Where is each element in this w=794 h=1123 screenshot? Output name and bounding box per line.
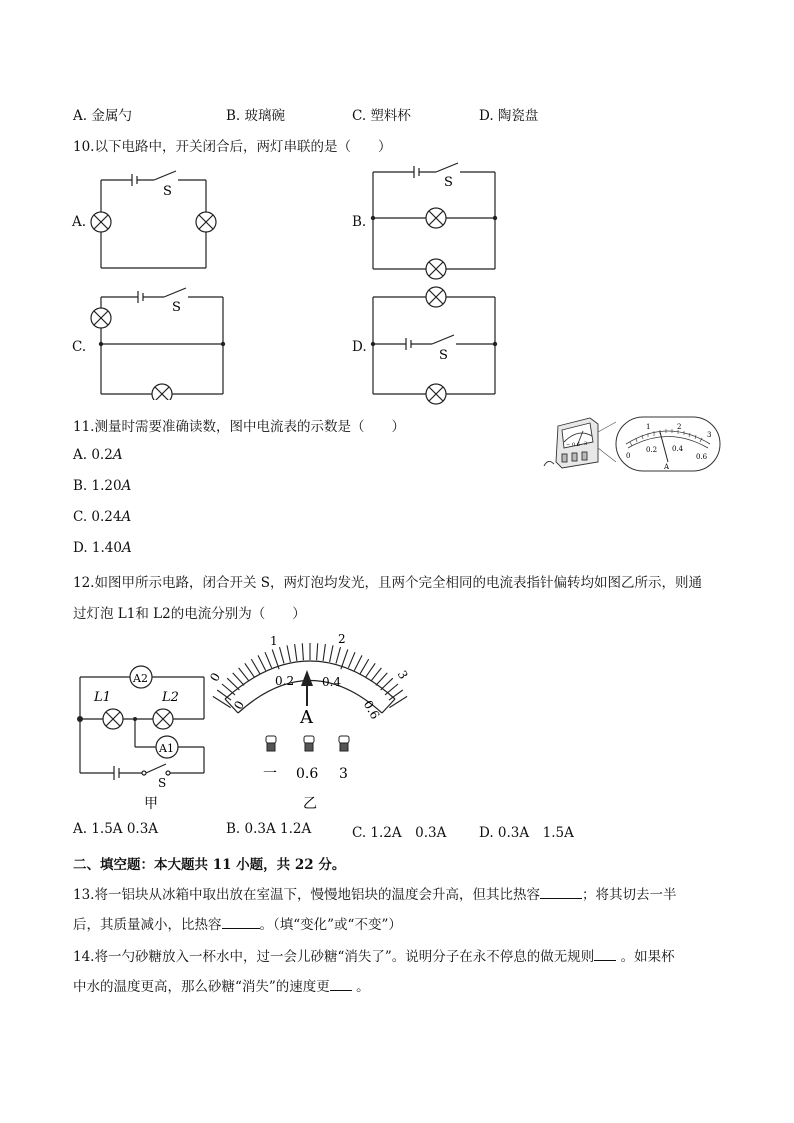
q9-option-c: C. 塑料杯 xyxy=(352,108,411,124)
dial-tick xyxy=(222,684,235,695)
dial-tick xyxy=(323,644,325,661)
q13-blank-1[interactable] xyxy=(540,886,582,899)
q10-label-c: C. xyxy=(72,339,87,355)
q12-option-b: B. 0.3A 1.2A xyxy=(226,821,312,837)
q13-line2: 后，其质量减小，比热容 。（填“变化”或“不变”） xyxy=(73,917,402,933)
q12-top-tick-0: 0 xyxy=(207,670,224,684)
q12-bottom-tick-02: 0.2 xyxy=(275,674,295,688)
q12-caption-yi: 乙 xyxy=(303,796,317,812)
q12-option-a: A. 1.5A 0.3A xyxy=(73,821,159,837)
dial-tick xyxy=(336,647,341,663)
q12-a2-label: A2 xyxy=(133,672,148,685)
q14-line1: 14.将一勺砂糖放入一杯水中，过一会儿砂糖“消失了”。说明分子在永不停息的做无规则 。如果杯 xyxy=(73,949,675,965)
q11-small-terminal-neg: − xyxy=(566,442,571,448)
q10-label-d: D. xyxy=(352,339,367,355)
circuit-b-switch-label: S xyxy=(444,175,453,190)
q11-option-b: B. 1.20A xyxy=(73,478,132,494)
circuit-c-switch-label: S xyxy=(172,300,181,315)
q9-option-d: D. 陶瓷盘 xyxy=(479,108,539,124)
q11-meter-bottom-04: 0.4 xyxy=(672,445,684,453)
q12-bottom-tick-04: 0.4 xyxy=(322,675,342,689)
dial-tick xyxy=(251,659,260,674)
q11-option-d: D. 1.40A xyxy=(73,540,132,556)
dial-tick xyxy=(354,655,362,670)
q12-option-d: D. 0.3A 1.5A xyxy=(479,825,574,841)
dial-tick xyxy=(265,652,272,668)
q11-option-a: A. 0.2A xyxy=(73,447,123,463)
dial-tick xyxy=(287,645,290,662)
q11-small-terminal-06: 0.6 xyxy=(572,442,580,448)
dial-tick xyxy=(371,668,382,681)
q10-stem: 10.以下电路中，开关闭合后，两灯串联的是（ ） xyxy=(73,139,392,155)
q13-line1: 13.将一铝块从冰箱中取出放在室温下，慢慢地铝块的温度会升高，但其比热容 ；将其切去一半 xyxy=(73,887,677,903)
dial-tick xyxy=(295,644,297,661)
q12-l1-label: L1 xyxy=(94,690,111,705)
q11-meter-top-3: 3 xyxy=(707,431,712,439)
dial-tick xyxy=(348,652,355,668)
dial-tick xyxy=(385,684,398,695)
q14-blank-1[interactable] xyxy=(594,948,616,961)
q12-terminal-3: 3 xyxy=(339,766,348,782)
q11-meter-bottom-06: 0.6 xyxy=(696,453,708,461)
q11-meter-top-2: 2 xyxy=(677,423,682,431)
q12-top-tick-1: 1 xyxy=(270,634,278,648)
q12-meter-unit: A xyxy=(300,707,313,728)
q11-small-terminal-3: 3 xyxy=(584,441,588,447)
q12-stem-line2: 过灯泡 L1和 L2的电流分别为（ ） xyxy=(73,606,306,622)
dial-tick xyxy=(280,647,285,663)
q12-circuit-jia xyxy=(70,655,215,813)
q10-label-b: B. xyxy=(352,214,367,230)
dial-tick xyxy=(233,673,244,686)
q12-terminal-neg: 一 xyxy=(263,766,277,782)
circuit-d-diagram xyxy=(366,285,506,410)
section-2-title: 二、填空题：本大题共 11 小题，共 22 分。 xyxy=(73,857,346,873)
q12-caption-jia: 甲 xyxy=(144,796,158,812)
q10-label-a: A. xyxy=(72,214,87,230)
q14-line2: 中水的温度更高，那么砂糖“消失”的速度更 。 xyxy=(73,979,370,995)
q12-bottom-tick-0: 0 xyxy=(231,698,248,712)
q12-top-tick-3: 3 xyxy=(394,668,411,682)
q11-meter-top-1: 1 xyxy=(646,423,651,431)
q14-blank-2[interactable] xyxy=(330,978,352,991)
q9-option-b: B. 玻璃碗 xyxy=(226,108,286,124)
q12-top-tick-2: 2 xyxy=(338,632,346,646)
q12-l2-label: L2 xyxy=(162,690,179,705)
q12-a1-label: A1 xyxy=(159,742,174,755)
circuit-c-diagram xyxy=(88,285,228,400)
q11-ammeter-figure xyxy=(540,412,725,476)
q12-stem-line1: 12.如图甲所示电路，闭合开关 S，两灯泡均发光，且两个完全相同的电流表指针偏转均如图乙所示，则通 xyxy=(73,575,703,591)
q12-terminal-06: 0.6 xyxy=(296,766,319,782)
dial-tick xyxy=(330,645,333,662)
q12-switch-label: S xyxy=(158,776,167,790)
q12-option-c: C. 1.2A 0.3A xyxy=(352,825,447,841)
circuit-a-diagram xyxy=(88,165,228,275)
q12-ammeter-yi xyxy=(205,628,420,813)
circuit-b-diagram xyxy=(366,160,506,282)
q11-meter-unit: A xyxy=(664,463,670,471)
dial-tick xyxy=(317,643,318,660)
dial-tick xyxy=(302,643,303,660)
q13-blank-2[interactable] xyxy=(222,916,260,929)
circuit-a-switch-label: S xyxy=(163,184,172,199)
dial-tick xyxy=(376,673,387,686)
q12-bottom-tick-06: 0.6 xyxy=(360,698,383,722)
q11-meter-bottom-02: 0.2 xyxy=(646,446,658,454)
dial-tick xyxy=(258,655,266,670)
q11-stem: 11.测量时需要准确读数，图中电流表的示数是（ ） xyxy=(73,419,405,435)
q11-meter-bottom-0: 0 xyxy=(626,452,631,460)
dial-tick xyxy=(239,668,250,681)
dial-tick xyxy=(245,663,255,677)
q11-option-c: C. 0.24A xyxy=(73,509,132,525)
dial-tick xyxy=(366,663,376,677)
circuit-d-switch-label: S xyxy=(439,348,448,363)
dial-tick xyxy=(360,659,369,674)
q9-option-a: A. 金属勺 xyxy=(73,108,132,124)
